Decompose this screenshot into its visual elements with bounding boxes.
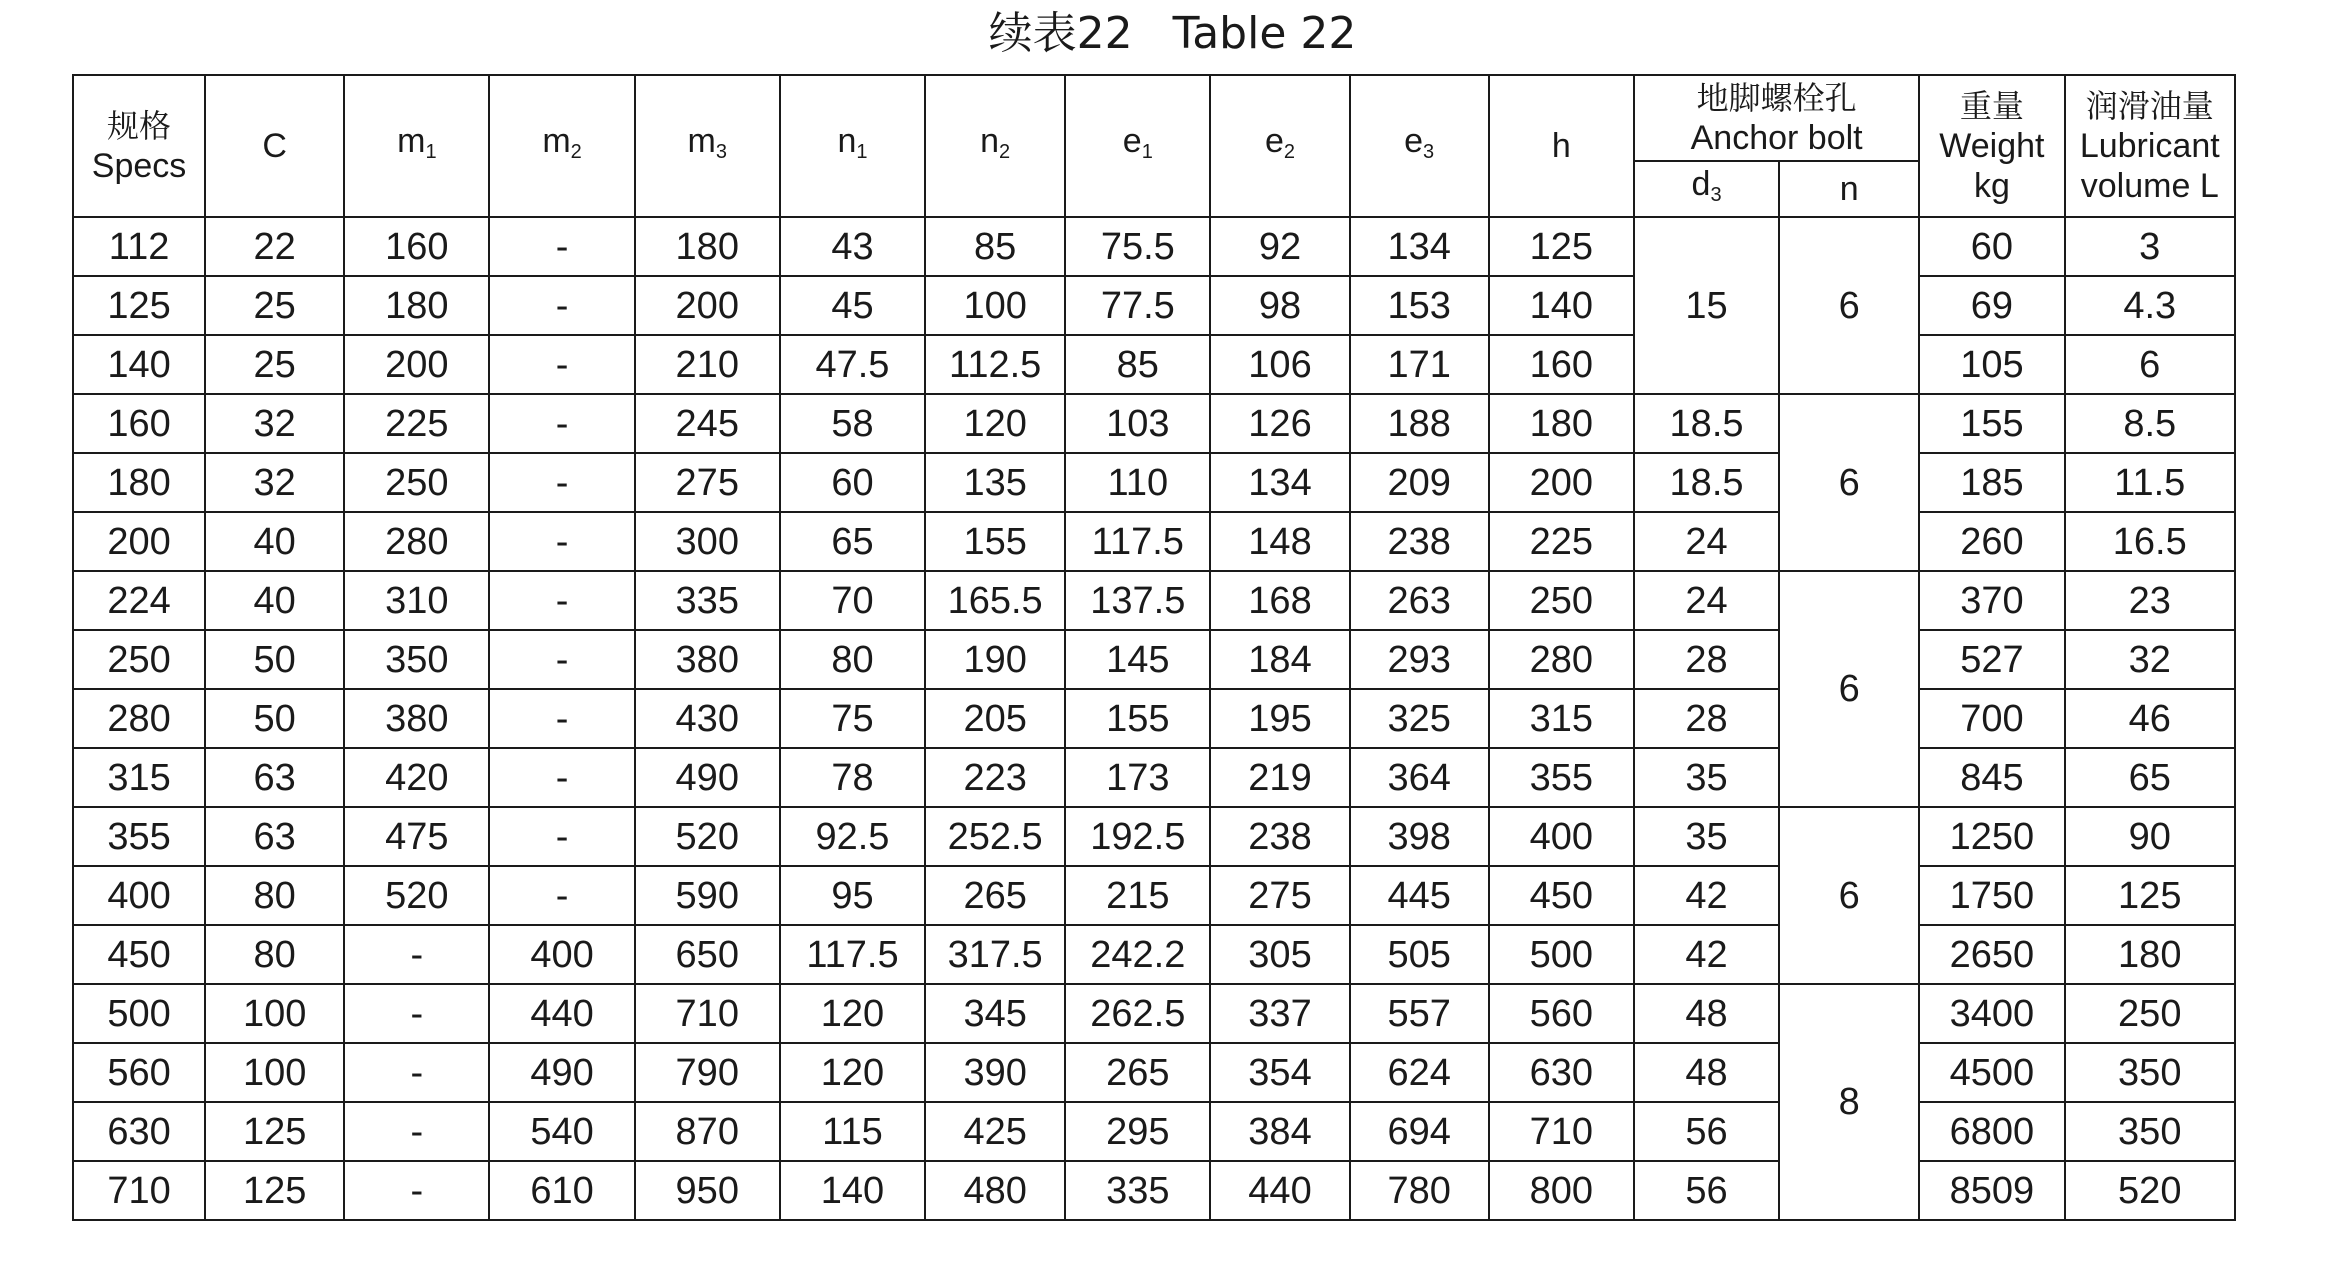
table-cell: 110 — [1065, 453, 1210, 512]
table-cell: 520 — [635, 807, 780, 866]
table-cell: 370 — [1919, 571, 2064, 630]
table-cell: 275 — [635, 453, 780, 512]
table-cell: 140 — [1489, 276, 1634, 335]
header-m3: $m_3$ — [635, 75, 780, 217]
table-cell: 325 — [1350, 689, 1489, 748]
table-cell: 390 — [925, 1043, 1065, 1102]
table-cell: 134 — [1210, 453, 1349, 512]
table-cell: 180 — [73, 453, 205, 512]
table-row — [73, 984, 2235, 1043]
table-cell: 3400 — [1919, 984, 2064, 1043]
table-cell: 252.5 — [925, 807, 1065, 866]
table-cell: 184 — [1210, 630, 1349, 689]
table-cell: 265 — [925, 866, 1065, 925]
table-cell: 100 — [925, 276, 1065, 335]
table-cell: 63 — [205, 748, 344, 807]
table-cell: 250 — [344, 453, 489, 512]
table-cell: 100 — [205, 984, 344, 1043]
table-cell: - — [344, 1102, 489, 1161]
table-cell: - — [489, 276, 634, 335]
table-cell: 58 — [780, 394, 925, 453]
table-cell: 317.5 — [925, 925, 1065, 984]
table-cell: 112.5 — [925, 335, 1065, 394]
table-cell: 120 — [925, 394, 1065, 453]
table-cell: 480 — [925, 1161, 1065, 1220]
table-cell: 106 — [1210, 335, 1349, 394]
table-cell: 335 — [635, 571, 780, 630]
table-cell: - — [344, 1161, 489, 1220]
header-m2: $m_2$ — [489, 75, 634, 217]
table-cell-n-merged: 8 — [1779, 984, 1919, 1220]
table-cell-n-merged: 6 — [1779, 571, 1919, 807]
table-cell: 60 — [780, 453, 925, 512]
table-cell: 280 — [1489, 630, 1634, 689]
table-cell: 188 — [1350, 394, 1489, 453]
table-cell: 155 — [925, 512, 1065, 571]
table-cell: 1250 — [1919, 807, 2064, 866]
table-cell: 315 — [73, 748, 205, 807]
table-cell: 219 — [1210, 748, 1349, 807]
table-cell: 350 — [344, 630, 489, 689]
table-cell: 50 — [205, 689, 344, 748]
table-cell: 105 — [1919, 335, 2064, 394]
table-cell: 250 — [2065, 984, 2236, 1043]
header-e1: $e_1$ — [1065, 75, 1210, 217]
table-cell: 69 — [1919, 276, 2064, 335]
table-cell: 125 — [2065, 866, 2236, 925]
table-cell: 710 — [73, 1161, 205, 1220]
header-h: h — [1489, 75, 1634, 217]
table-cell: 238 — [1350, 512, 1489, 571]
table-cell: 380 — [635, 630, 780, 689]
table-cell: 490 — [635, 748, 780, 807]
table-cell: 440 — [1210, 1161, 1349, 1220]
table-cell: 500 — [1489, 925, 1634, 984]
table-cell: 8509 — [1919, 1161, 2064, 1220]
table-cell: 140 — [780, 1161, 925, 1220]
table-cell: 155 — [1065, 689, 1210, 748]
table-cell: 35 — [1634, 807, 1779, 866]
table-cell: 180 — [344, 276, 489, 335]
table-cell: 280 — [344, 512, 489, 571]
table-cell: 250 — [1489, 571, 1634, 630]
table-cell: 845 — [1919, 748, 2064, 807]
table-cell: 48 — [1634, 1043, 1779, 1102]
table-cell: 200 — [1489, 453, 1634, 512]
table-cell: 350 — [2065, 1043, 2236, 1102]
table-row — [73, 571, 2235, 630]
table-cell: 125 — [1489, 217, 1634, 276]
table-cell: 800 — [1489, 1161, 1634, 1220]
table-cell: 590 — [635, 866, 780, 925]
table-cell: 48 — [1634, 984, 1779, 1043]
table-cell: 47.5 — [780, 335, 925, 394]
table-row — [73, 807, 2235, 866]
table-cell: 148 — [1210, 512, 1349, 571]
header-c: C — [205, 75, 344, 217]
table-cell: - — [489, 571, 634, 630]
table-cell: 364 — [1350, 748, 1489, 807]
table-cell: 223 — [925, 748, 1065, 807]
table-cell: 140 — [73, 335, 205, 394]
header-specs: 规格 Specs — [73, 75, 205, 217]
table-cell: 560 — [73, 1043, 205, 1102]
table-title-cn: 续表22 — [988, 8, 1133, 59]
table-cell: 165.5 — [925, 571, 1065, 630]
table-cell-d3-merged: 15 — [1634, 217, 1779, 394]
table-cell: 25 — [205, 335, 344, 394]
table-cell: 950 — [635, 1161, 780, 1220]
table-cell: 23 — [2065, 571, 2236, 630]
header-n2: $n_2$ — [925, 75, 1065, 217]
header-e3: $e_3$ — [1350, 75, 1489, 217]
table-cell: 125 — [205, 1102, 344, 1161]
table-cell: 180 — [635, 217, 780, 276]
table-cell: 16.5 — [2065, 512, 2236, 571]
table-cell: 225 — [1489, 512, 1634, 571]
header-d3: $d_3$ — [1634, 161, 1779, 217]
table-cell: 242.2 — [1065, 925, 1210, 984]
table-cell: 160 — [344, 217, 489, 276]
table-cell: 160 — [73, 394, 205, 453]
table-cell: 32 — [205, 394, 344, 453]
table-cell: 112 — [73, 217, 205, 276]
table-cell: 92.5 — [780, 807, 925, 866]
table-cell: 80 — [205, 866, 344, 925]
table-cell: 117.5 — [780, 925, 925, 984]
table-title-en: Table 22 — [1172, 8, 1357, 59]
table-cell: 650 — [635, 925, 780, 984]
table-cell: - — [489, 394, 634, 453]
table-cell: 700 — [1919, 689, 2064, 748]
table-cell: - — [489, 689, 634, 748]
table-cell: - — [489, 335, 634, 394]
header-weight: 重量 Weight kg — [1919, 75, 2064, 217]
table-cell: 630 — [1489, 1043, 1634, 1102]
table-cell: 42 — [1634, 866, 1779, 925]
header-e2: $e_2$ — [1210, 75, 1349, 217]
table-cell: 70 — [780, 571, 925, 630]
table-cell: 135 — [925, 453, 1065, 512]
table-cell: 475 — [344, 807, 489, 866]
table-cell: 46 — [2065, 689, 2236, 748]
table-cell: 710 — [635, 984, 780, 1043]
table-cell: 557 — [1350, 984, 1489, 1043]
table-cell: 420 — [344, 748, 489, 807]
table-cell: 32 — [205, 453, 344, 512]
table-cell: 430 — [635, 689, 780, 748]
table-cell: 32 — [2065, 630, 2236, 689]
table-cell: 192.5 — [1065, 807, 1210, 866]
table-cell: 350 — [2065, 1102, 2236, 1161]
table-cell: 42 — [1634, 925, 1779, 984]
table-cell: 56 — [1634, 1102, 1779, 1161]
table-cell: 40 — [205, 571, 344, 630]
table-cell: 275 — [1210, 866, 1349, 925]
table-cell: 520 — [344, 866, 489, 925]
table-cell: 337 — [1210, 984, 1349, 1043]
table-cell: 43 — [780, 217, 925, 276]
table-title — [0, 8, 2345, 60]
table-cell: 265 — [1065, 1043, 1210, 1102]
table-cell: 400 — [489, 925, 634, 984]
table-cell: 18.5 — [1634, 394, 1779, 453]
table-cell: 209 — [1350, 453, 1489, 512]
header-n: n — [1779, 161, 1919, 217]
table-cell: 238 — [1210, 807, 1349, 866]
table-cell: 225 — [344, 394, 489, 453]
table-cell: 520 — [2065, 1161, 2236, 1220]
table-cell: 400 — [73, 866, 205, 925]
table-cell: 117.5 — [1065, 512, 1210, 571]
table-cell: 18.5 — [1634, 453, 1779, 512]
table-cell: - — [489, 866, 634, 925]
table-cell: 245 — [635, 394, 780, 453]
table-cell: 77.5 — [1065, 276, 1210, 335]
table-cell: 1750 — [1919, 866, 2064, 925]
table-cell: 80 — [780, 630, 925, 689]
table-cell: 50 — [205, 630, 344, 689]
table-cell: 505 — [1350, 925, 1489, 984]
table-cell: 160 — [1489, 335, 1634, 394]
table-cell: 200 — [73, 512, 205, 571]
table-cell: 694 — [1350, 1102, 1489, 1161]
table-cell: 870 — [635, 1102, 780, 1161]
table-cell: 295 — [1065, 1102, 1210, 1161]
table-row — [73, 217, 2235, 276]
table-cell: 560 — [1489, 984, 1634, 1043]
table-cell: 2650 — [1919, 925, 2064, 984]
table-cell: 315 — [1489, 689, 1634, 748]
table-cell: 500 — [73, 984, 205, 1043]
table-cell: 22 — [205, 217, 344, 276]
table-cell: - — [344, 925, 489, 984]
table-cell: 780 — [1350, 1161, 1489, 1220]
table-cell: 6800 — [1919, 1102, 2064, 1161]
table-cell: 450 — [73, 925, 205, 984]
table-cell: 200 — [344, 335, 489, 394]
table-cell-n-merged: 6 — [1779, 394, 1919, 571]
specs-table — [72, 74, 2236, 1221]
table-cell: - — [489, 512, 634, 571]
table-cell: 126 — [1210, 394, 1349, 453]
table-cell: 28 — [1634, 689, 1779, 748]
table-cell: 78 — [780, 748, 925, 807]
table-cell: 100 — [205, 1043, 344, 1102]
header-lubricant: 润滑油量 Lubricant volume L — [2065, 75, 2236, 217]
table-cell: 490 — [489, 1043, 634, 1102]
table-cell: 171 — [1350, 335, 1489, 394]
table-cell: 380 — [344, 689, 489, 748]
table-cell: 115 — [780, 1102, 925, 1161]
header-m1: $m_1$ — [344, 75, 489, 217]
table-cell: 185 — [1919, 453, 2064, 512]
table-cell: 8.5 — [2065, 394, 2236, 453]
table-cell: 180 — [2065, 925, 2236, 984]
table-cell: 630 — [73, 1102, 205, 1161]
table-cell: 624 — [1350, 1043, 1489, 1102]
table-cell: - — [489, 807, 634, 866]
table-cell: 355 — [1489, 748, 1634, 807]
header-n1: $n_1$ — [780, 75, 925, 217]
table-cell: 305 — [1210, 925, 1349, 984]
table-cell: 120 — [780, 984, 925, 1043]
table-cell: 60 — [1919, 217, 2064, 276]
table-cell-n-merged: 6 — [1779, 217, 1919, 394]
table-cell: 155 — [1919, 394, 2064, 453]
table-cell: 200 — [635, 276, 780, 335]
table-cell: 205 — [925, 689, 1065, 748]
table-cell: 263 — [1350, 571, 1489, 630]
table-cell: 75 — [780, 689, 925, 748]
table-cell: 40 — [205, 512, 344, 571]
table-cell: 35 — [1634, 748, 1779, 807]
table-cell: 425 — [925, 1102, 1065, 1161]
table-cell: 790 — [635, 1043, 780, 1102]
table-cell: - — [344, 984, 489, 1043]
table-cell: 210 — [635, 335, 780, 394]
table-cell: 445 — [1350, 866, 1489, 925]
table-cell: 335 — [1065, 1161, 1210, 1220]
table-cell: 103 — [1065, 394, 1210, 453]
table-cell: 65 — [780, 512, 925, 571]
table-cell: 345 — [925, 984, 1065, 1043]
table-cell: 168 — [1210, 571, 1349, 630]
table-cell: - — [344, 1043, 489, 1102]
table-cell: 24 — [1634, 512, 1779, 571]
table-cell: 134 — [1350, 217, 1489, 276]
table-cell: 80 — [205, 925, 344, 984]
table-cell: 190 — [925, 630, 1065, 689]
table-cell: 45 — [780, 276, 925, 335]
table-cell: 398 — [1350, 807, 1489, 866]
table-cell: 384 — [1210, 1102, 1349, 1161]
table-cell: 75.5 — [1065, 217, 1210, 276]
table-cell: 215 — [1065, 866, 1210, 925]
table-cell: 400 — [1489, 807, 1634, 866]
table-cell: 173 — [1065, 748, 1210, 807]
table-cell: 11.5 — [2065, 453, 2236, 512]
table-cell: 354 — [1210, 1043, 1349, 1102]
table-cell: 610 — [489, 1161, 634, 1220]
table-cell: 250 — [73, 630, 205, 689]
table-cell: 25 — [205, 276, 344, 335]
table-cell: 180 — [1489, 394, 1634, 453]
table-cell: 153 — [1350, 276, 1489, 335]
table-cell: 710 — [1489, 1102, 1634, 1161]
table-cell: 527 — [1919, 630, 2064, 689]
table-cell-n-merged: 6 — [1779, 807, 1919, 984]
table-cell: 90 — [2065, 807, 2236, 866]
table-cell: 195 — [1210, 689, 1349, 748]
table-cell: 65 — [2065, 748, 2236, 807]
table-cell: 92 — [1210, 217, 1349, 276]
table-cell: 63 — [205, 807, 344, 866]
table-cell: 95 — [780, 866, 925, 925]
table-cell: 120 — [780, 1043, 925, 1102]
table-cell: 85 — [925, 217, 1065, 276]
table-cell: 28 — [1634, 630, 1779, 689]
table-cell: 3 — [2065, 217, 2236, 276]
header-anchor-bolt: 地脚螺栓孔 Anchor bolt — [1634, 75, 1919, 161]
table-cell: 85 — [1065, 335, 1210, 394]
table-cell: 98 — [1210, 276, 1349, 335]
table-cell: - — [489, 630, 634, 689]
table-cell: 260 — [1919, 512, 2064, 571]
table-cell: - — [489, 453, 634, 512]
table-cell: 450 — [1489, 866, 1634, 925]
table-cell: - — [489, 748, 634, 807]
table-cell: 125 — [205, 1161, 344, 1220]
table-body — [73, 217, 2235, 1220]
table-cell: 262.5 — [1065, 984, 1210, 1043]
table-cell: 355 — [73, 807, 205, 866]
table-cell: 24 — [1634, 571, 1779, 630]
table-cell: - — [489, 217, 634, 276]
table-cell: 137.5 — [1065, 571, 1210, 630]
table-cell: 56 — [1634, 1161, 1779, 1220]
table-cell: 300 — [635, 512, 780, 571]
table-cell: 440 — [489, 984, 634, 1043]
table-cell: 310 — [344, 571, 489, 630]
table-cell: 125 — [73, 276, 205, 335]
table-cell: 540 — [489, 1102, 634, 1161]
table-cell: 224 — [73, 571, 205, 630]
table-cell: 4.3 — [2065, 276, 2236, 335]
table-cell: 4500 — [1919, 1043, 2064, 1102]
table-cell: 145 — [1065, 630, 1210, 689]
table-row — [73, 394, 2235, 453]
table-cell: 280 — [73, 689, 205, 748]
table-cell: 293 — [1350, 630, 1489, 689]
table-cell: 6 — [2065, 335, 2236, 394]
